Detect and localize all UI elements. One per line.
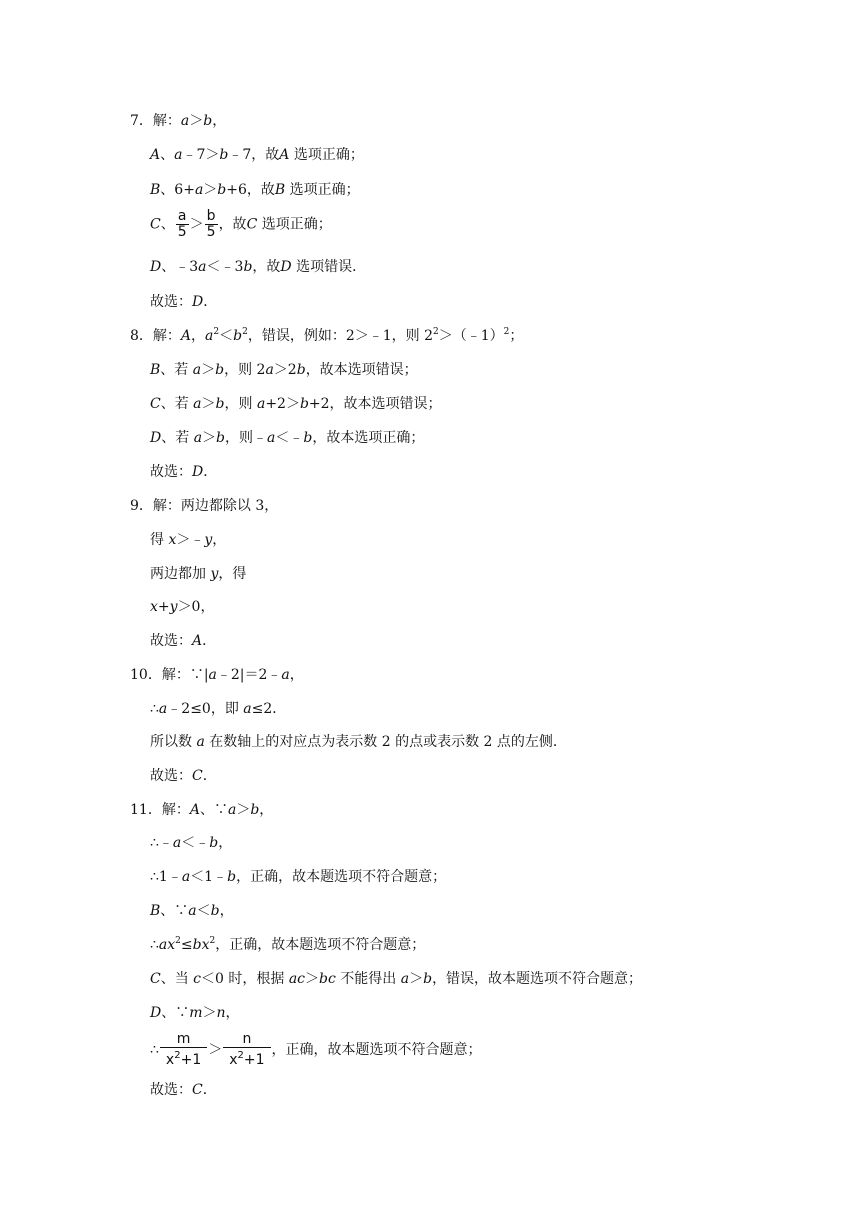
q10-step-1: ∴a﹣2≤0，即 a≤2． — [150, 701, 287, 717]
fraction-b-over-5: $\frac{b}{5}$ — [206, 208, 216, 240]
q11-step-3: $\therefore ax^2\le bx^2$，正确，故本题选项不符合题意； — [150, 936, 426, 953]
q8-option-b: B、若 a＞b，则 2a＞2b，故本选项错误； — [150, 362, 418, 378]
q11-option-c: C、当 c＜0 时，根据 ac＞bc 不能得出 a＞b，错误，故本题选项不符合题意； — [150, 971, 643, 987]
fraction-a-over-5: $\frac{a}{5}$ — [177, 208, 187, 240]
fraction-n-over-x2-plus-1: $\frac{n}{x^2+1}$ — [223, 1032, 270, 1068]
q7-option-d: D、﹣3a＜﹣3b，故D 选项错误． — [150, 259, 367, 275]
q10-step-2: 所以数 a 在数轴上的对应点为表示数 2 的点或表示数 2 点的左侧． — [150, 734, 567, 750]
q9-heading: 9．解：两边都除以 3， — [130, 498, 279, 514]
q10-heading: 10．解：∵|a﹣2|＝2﹣a， — [130, 667, 304, 683]
q9-answer: 故选：A． — [150, 633, 217, 649]
q8-answer: 故选：D． — [150, 464, 218, 480]
q10-answer: 故选：C． — [150, 768, 217, 784]
q8-option-d: D、若 a＞b，则﹣a＜﹣b，故本选项正确； — [150, 430, 425, 446]
q9-step-1: 得 x＞﹣y， — [150, 532, 227, 548]
q11-answer: 故选：C． — [150, 1082, 217, 1098]
q11-heading: 11．解：A、∵a＞b， — [130, 802, 274, 818]
q7-option-c: C、 $\frac{a}{5}$ ＞ $\frac{b}{5}$ ，故C 选项正确； — [150, 208, 332, 240]
q8-heading: 8．解：A，$a^2<b^2$，错误，例如：2＞﹣1，则 $2^2>(﹣1)^2$； — [130, 327, 524, 344]
q11-option-b: B、∵a＜b， — [150, 903, 234, 919]
q11-option-d: D、∵m＞n， — [150, 1005, 240, 1021]
q7-answer: 故选：D． — [150, 294, 218, 310]
q7-option-b: B、6+a＞b+6，故B 选项正确； — [150, 182, 360, 198]
q11-step-2: ∴1﹣a＜1﹣b，正确，故本题选项不符合题意； — [150, 869, 447, 885]
q8-option-c: C、若 a＞b，则 a+2＞b+2，故本选项错误； — [150, 396, 442, 412]
q9-step-2: 两边都加 y，得 — [150, 566, 247, 582]
q9-step-3: x+y＞0， — [150, 599, 215, 615]
q7-heading: 7．解：a＞b， — [130, 113, 227, 129]
fraction-m-over-x2-plus-1: $\frac{m}{x^2+1}$ — [160, 1032, 207, 1068]
q11-step-4: ∴ $\frac{m}{x^2+1}$ ＞ $\frac{n}{x^2+1}$ ，正确，故本题选项不符合题意； — [150, 1031, 482, 1068]
q11-step-1: ∴﹣a＜﹣b， — [150, 835, 233, 851]
q7-option-a: A、a﹣7＞b﹣7，故A 选项正确； — [150, 147, 364, 163]
